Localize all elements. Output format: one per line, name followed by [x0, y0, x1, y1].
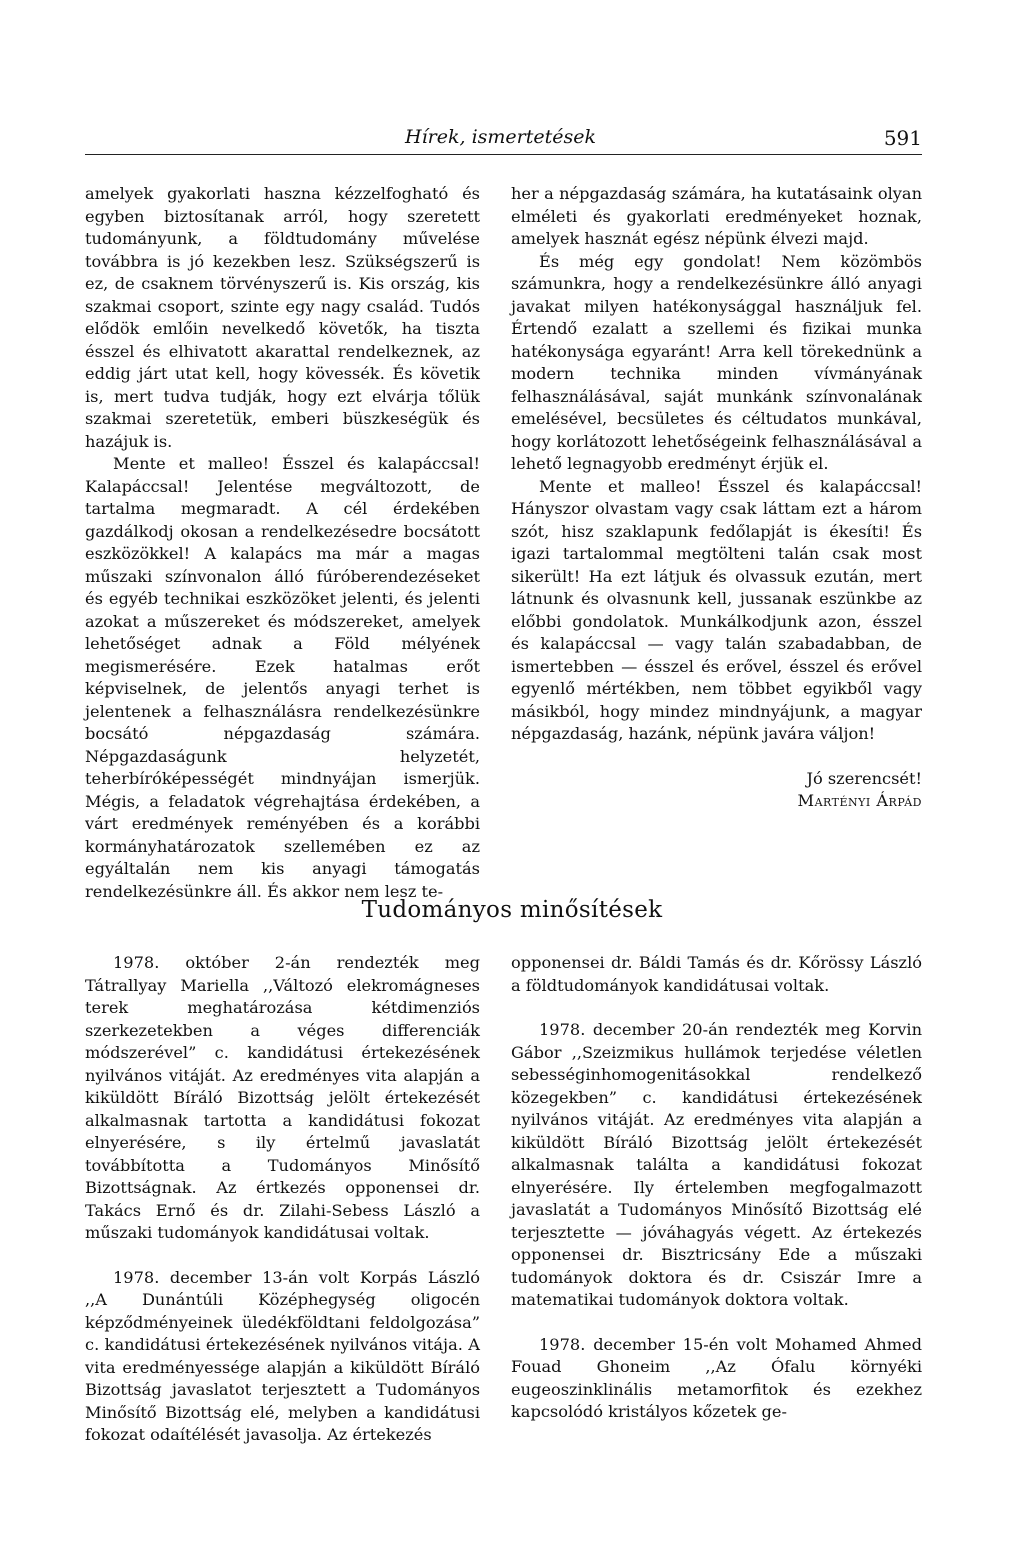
paragraph: Mente et malleo! Ésszel és kalapáccsal! Hányszor olvastam vagy csak láttam ezt a három szót, hisz szaklapunk fedőlapját is ékesíti! És igazi tartalommal megtölteni talán csak most sikerült! Ha ezt látjuk és olvassuk ezután, mert látnunk és olvasnunk kell, jussanak eszünkbe az előbbi gondolatok. Munkálkodjunk azon, ésszel és kalapáccsal — vagy talán szabadabban, de ismertebben — ésszel és erővel, ésszel és erővel egyenlő mértékben, nem többet egyikből vagy másikból, hogy mindez mindnyájunk, a magyar népgazdaság, hazánk, népünk javára váljon! [511, 476, 922, 743]
paragraph: 1978. december 13-án volt Korpás László ,,A Dunántúli Középhegység oligocén képződményeinek üledékföldtani feldolgozása” c. kandidátusi értekezésének nyilvános vitája. A vita eredményessége alapján a kiküldött Bíráló Bizottság javaslatot terjesztett a Tudományos Minősítő Bizottság elé, melyben a kandidátusi fokozat odaítélését javasolja. Az értekezés [85, 1267, 480, 1444]
top-left-column [85, 183, 480, 903]
paragraph: 1978. december 15-én volt Mohamed Ahmed Fouad Ghoneim ,,Az Ófalu környéki eugeoszinklinális metamorfitok és ezekhez kapcsolódó kristályos kőzetek ge- [511, 1334, 922, 1421]
section-heading: Hírek, ismertetések [405, 126, 597, 148]
paragraph: opponensei dr. Báldi Tamás és dr. Kőrössy László a földtudományok kandidátusai voltak. [511, 953, 922, 995]
page-number: 591 [883, 126, 922, 150]
paragraph: her a népgazdaság számára, ha kutatásaink olyan elméleti és gyakorlati eredményeket hoznak, amelyek hasznát egész népünk élvezi majd. [511, 184, 922, 248]
bottom-left-column [85, 952, 480, 1447]
paragraph: 1978. október 2-án rendezték meg Tátrallyay Mariella ,,Változó elekromágneses terek meghatározása kétdimenziós szerkezetekben a véges differenciák módszerével” c. kandidátusi értekezésének nyilvános vitáját. Az eredményes vita alapján a kiküldött Bíráló Bizottság jelölt értekezését alkalmasnak tartotta a kandidátusi fokozat elnyerésére, s ily értelmű javaslatát továbbította a Tudományos Minősítő Bizottságnak. Az értkezés opponensei dr. Takács Ernő és dr. Zilahi-Sebess László a műszaki tudományok kandidátusai voltak. [85, 953, 480, 1242]
header-rule [85, 154, 922, 155]
running-head [85, 124, 922, 156]
paragraph: amelyek gyakorlati haszna kézzelfogható és egyben biztosítanak arról, hogy szeretett tudományunk, a földtudomány művelése továbbra is jó kezekben lesz. Szükségszerű is ez, de csaknem törvényszerű is. Kis ország, kis szakmai csoport, szinte egy nagy család. Tudós elődök emlőin nevelkedő követők, ha tiszta ésszel és elhivatott akarattal rendelkeznek, az eddig járt utat kell, hogy kövessék. És követik is, mert tudva tudják, hogy ezt elvárja tőlük szakmai szeretetük, emberi büszkeségük és hazájuk is. [85, 184, 480, 451]
author-name: Martényi Árpád [797, 791, 922, 810]
paragraph: 1978. december 20-án rendezték meg Korvin Gábor ,,Szeizmikus hullámok terjedése véletlen sebességinhomogenitásokkal rendelkező közegekben” c. kandidátusi értekezésének nyilvános vitáját. Az eredményes vita alapján a kiküldött Bíráló Bizottság jelölt értekezését alkalmasnak találta a kandidátusi fokozat elnyerésére. Ily értelemben megfogalmazott javaslatát a Tudományos Minősítő Bizottság elé terjesztette — jóváhagyás végett. Az értekezés opponensei dr. Bisztricsány Ede a műszaki tudományok doktora és dr. Csiszár Imre a matematikai tudományok doktora voltak. [511, 1020, 922, 1309]
top-right-column [511, 183, 922, 813]
signature-block [511, 768, 922, 813]
article-title: Tudományos minősítések [361, 897, 663, 923]
paragraph: És még egy gondolat! Nem közömbös számunkra, hogy a rendelkezésünkre álló anyagi javakat milyen hatékonysággal használjuk fel. Értendő ezalatt a szellemi és fizikai munka hatékonysága egyaránt! Arra kell törekednünk a modern technika minden vívmányának felhasználásával, saját munkánk színvonalának emelésével, becsületes és céltudatos munkával, hogy korlátozott lehetőségeink felhasználásával a lehető legnagyobb eredményt érjük el. [511, 251, 922, 473]
paragraph: Mente et malleo! Ésszel és kalapáccsal! Kalapáccsal! Jelentése megváltozott, de tartalma megmaradt. A cél érdekében gazdálkodj okosan a rendelkezésedre bocsátott eszközökkel! A kalapács ma már a magas műszaki színvonalon álló fúróberendezéseket és egyéb technikai eszközöket jelenti, és jelenti azokat a műszereket és módszereket, amelyek lehetőséget adnak a Föld mélyének megismerésére. Ezek hatalmas erőt képviselnek, de jelentős anyagi terhet is jelentenek a felhasználásra rendelkezésünkre bocsátó népgazdaság számára. Népgazdaságunk helyzetét, teherbíróképességét mindnyájan ismerjük. Mégis, a feladatok végrehajtása érdekében, a várt eredmények reményében és a korábbi kormányhatározatok szellemében ez az egyáltalán nem kis anyagi támogatás rendelkezésünkre áll. És akkor nem lesz te- [85, 454, 480, 901]
bottom-right-column [511, 952, 922, 1424]
closing-greeting: Jó szerencsét! [806, 768, 922, 788]
